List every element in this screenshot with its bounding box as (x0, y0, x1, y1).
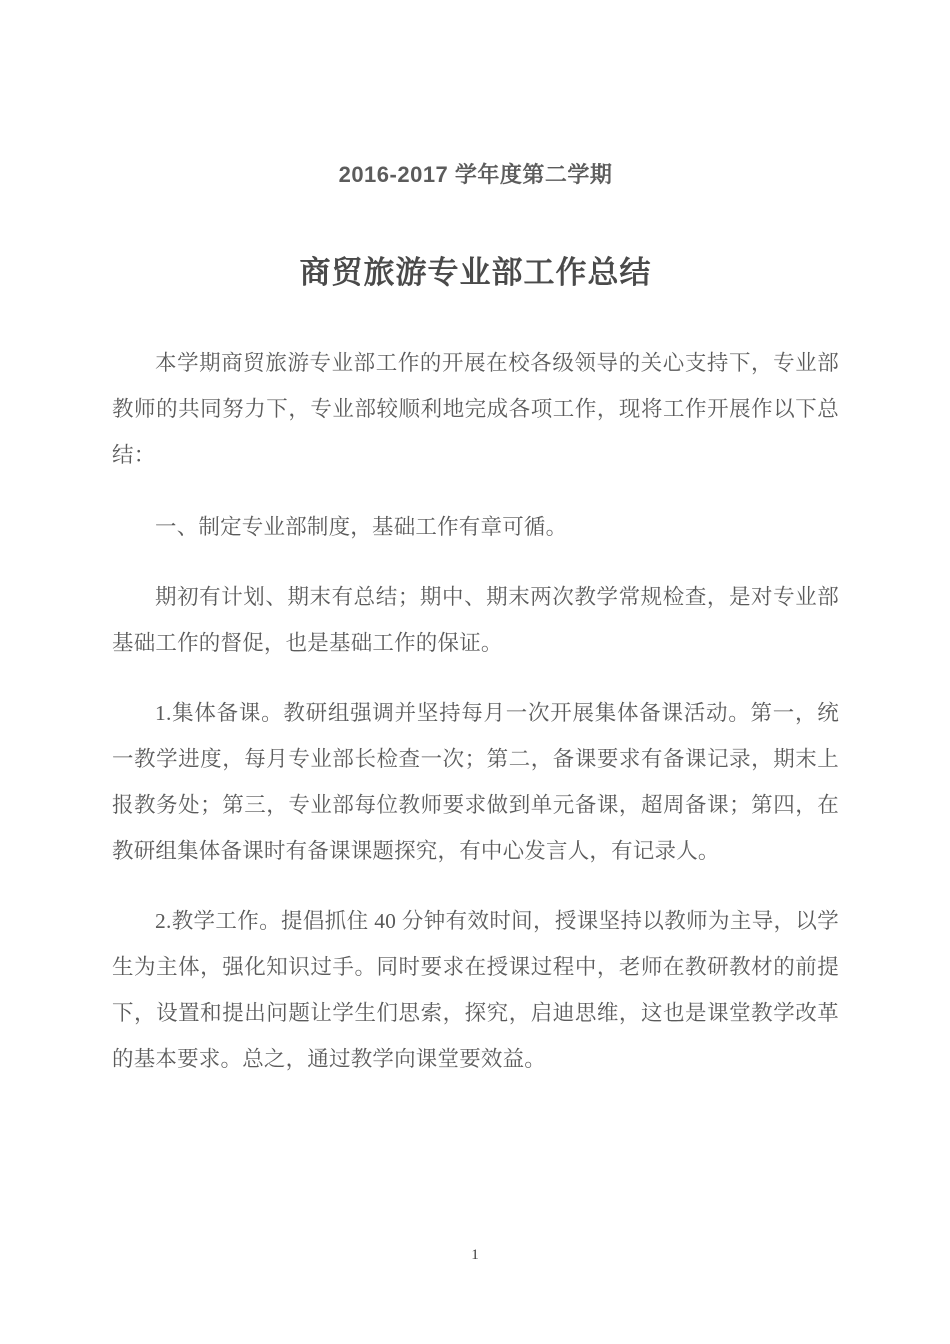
document-subtitle: 2016-2017 学年度第二学期 (338, 162, 613, 187)
paragraph-section-1-heading: 一、制定专业部制度，基础工作有章可循。 (155, 515, 568, 539)
page-content-area (112, 0, 839, 1344)
document-body (112, 294, 839, 1082)
paragraph-intro: 本学期商贸旅游专业部工作的开展在校各级领导的关心支持下，专业部教师的共同努力下，专业部较顺利地完成各项工作，现将工作开展作以下总结： (112, 351, 839, 467)
paragraph-item-2: 2.教学工作。提倡抓住 40 分钟有效时间，授课坚持以教师为主导，以学生为主体，强化知识过手。同时要求在授课过程中，老师在教研教材的前提下，设置和提出问题让学生们思索，探究，启迪思维，这也是课堂教学改革的基本要求。总之，通过教学向课堂要效益。 (112, 909, 839, 1071)
document-title: 商贸旅游专业部工作总结 (299, 255, 652, 290)
page-number: 1 (471, 1247, 479, 1263)
paragraph-item-1: 1.集体备课。教研组强调并坚持每月一次开展集体备课活动。第一，统一教学进度，每月专业部长检查一次；第二，备课要求有备课记录，期末上报教务处；第三，专业部每位教师要求做到单元备课，超周备课；第四，在教研组集体备课时有备课课题探究，有中心发言人，有记录人。 (112, 701, 839, 863)
paragraph-section-1-body: 期初有计划、期末有总结；期中、期末两次教学常规检查，是对专业部基础工作的督促，也是基础工作的保证。 (112, 585, 839, 655)
page-footer (0, 1246, 950, 1264)
